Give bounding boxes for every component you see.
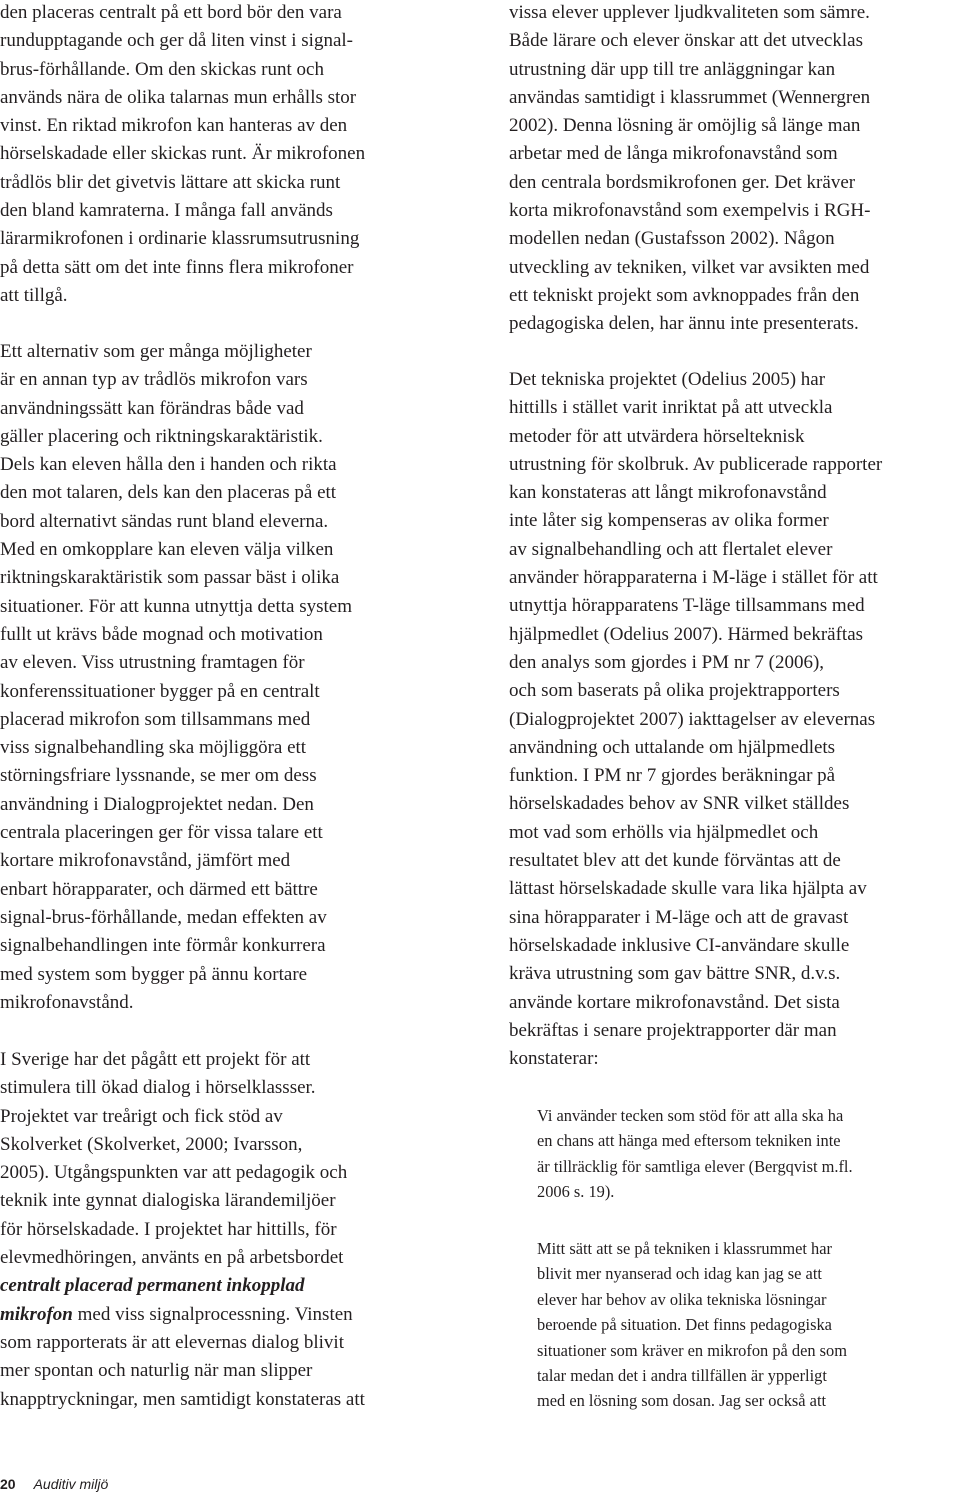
text-line: lärarmikrofonen i ordinarie klassrumsutrusning [0,228,360,250]
text-line: Dels kan eleven hålla den i handen och rikta [0,454,337,476]
emphasis-mikrofon: mikrofon [0,1303,73,1325]
text-line: Med en omkopplare kan eleven välja vilken [0,539,334,561]
text-line: enbart hörapparater, och därmed ett bättre [0,878,318,900]
text-line: talar medan det i andra tillfällen är ypperligt [537,1366,827,1386]
text-line: Både lärare och elever önskar att det utvecklas [509,30,863,52]
text-line: för hörselskadade. I projektet har hittills, för [0,1218,337,1240]
text-line: resultatet blev att det kunde förväntas att de [509,850,841,872]
page-footer [0,1470,108,1497]
text-line: störningsfriare lyssnande, se mer om dess [0,765,317,787]
text-line: teknik inte gynnat dialogiska lärandemiljöer [0,1190,336,1212]
text-line: den bland kamraterna. I många fall används [0,200,333,222]
text-line: kan konstateras att långt mikrofonavstånd [509,482,827,504]
text-line: 2002). Denna lösning är omöjlig så länge man [509,115,861,137]
text-line: Projektet var treårigt och fick stöd av [0,1105,283,1127]
text-line: bord alternativt sändas runt bland eleverna. [0,510,329,532]
text-line: lättast hörselskadade skulle vara lika hjälpta av [509,878,867,900]
text-line: beroende på situation. Det finns pedagogiska [537,1315,832,1335]
text-line: Ett alternativ som ger många möjligheter [0,341,312,362]
text-line: metoder för att utvärdera hörselteknisk [509,425,805,447]
text-line: vissa elever upplever ljudkvaliteten som sämre. [509,2,870,23]
text-line: en chans att hänga med eftersom tekniken inte [537,1131,841,1151]
text-line: av eleven. Viss utrustning framtagen för [0,652,305,674]
text-line: 2006 s. 19). [537,1182,615,1202]
left-paragraph-3-emphasis-line [0,1272,365,1329]
text-line: använde kortare mikrofonavstånd. Det sista [509,991,840,1013]
text-line: gäller placering och riktningskaraktäristik. [0,425,323,447]
text-line: bekräftas i senare projektrapporter där man [509,1019,837,1041]
text-line: och som baserats på olika projektrapporters [509,680,840,702]
text-line: utnyttja hörapparatens T-läge tillsammans med [509,595,865,617]
text-line: konstaterar: [509,1048,599,1070]
text-line: mikrofonavstånd. [0,991,134,1013]
text-line: hörselskadade inklusive CI-användare skulle [509,934,850,956]
text-line: inte låter sig kompenseras av olika former [509,510,829,532]
text-line: hörselskadade eller skickas runt. Är mikrofonen [0,143,366,165]
text-line: är en annan typ av trådlös mikrofon vars [0,369,308,391]
text-line: utrustning där upp till tre anläggningar kan [509,58,836,80]
text-line: hjälpmedlet (Odelius 2007). Härmed bekräftas [509,623,864,645]
text-line: användning i Dialogprojektet nedan. Den [0,793,314,815]
text-line: brus-förhållande. Om den skickas runt och [0,58,324,80]
text-line: att tillgå. [0,284,68,306]
left-paragraph-3 [0,1046,365,1414]
right-paragraph-1 [509,0,870,339]
text-line: placerad mikrofon som tillsammans med [0,708,311,730]
text-line: är tillräcklig för samtliga elever (Bergqvist m.fl. [537,1156,853,1176]
text-line: 2005). Utgångspunkten var att pedagogik och [0,1162,348,1184]
emphasis-continuation: med viss signalprocessning. Vinsten [72,1303,353,1325]
text-line: konferenssituationer bygger på en centralt [0,680,320,702]
text-line: signal-brus-förhållande, medan effekten av [0,906,327,928]
left-paragraph-3-start [0,1046,365,1272]
text-line: ett tekniskt projekt som avknoppades från den [509,284,860,306]
text-line: utrustning för skolbruk. Av publicerade rapporter [509,453,883,475]
text-line: knapptryckningar, men samtidigt konstateras att [0,1388,365,1410]
text-line: som rapporterats är att elevernas dialog blivit [0,1331,344,1353]
text-line: på detta sätt om det inte finns flera mikrofoner [0,256,354,278]
text-line: elevmedhöringen, använts en på arbetsbordet [0,1247,344,1269]
section-title: Auditiv miljö [33,1475,109,1492]
text-line: stimulera till ökad dialog i hörselklassser. [0,1077,316,1099]
text-line: viss signalbehandling ska möjliggöra ett [0,737,307,759]
text-line: hittills i stället varit inriktat på att utveckla [509,397,833,419]
text-line: centrala placeringen ger för vissa talare ett [0,822,323,844]
text-line: kräva utrustning som gav bättre SNR, d.v.s. [509,963,841,985]
text-line: I Sverige har det pågått ett projekt för att [0,1049,311,1070]
text-line: situationer. För att kunna utnyttja detta system [0,595,352,617]
text-line: utveckling av tekniken, vilket var avsikten med [509,256,870,278]
text-line: funktion. I PM nr 7 gjordes beräkningar på [509,765,836,787]
text-line: den centrala bordsmikrofonen ger. Det kräver [509,171,856,193]
text-line: mot vad som erhölls via hjälpmedlet och [509,821,819,843]
text-line: riktningskaraktäristik som passar bäst i olika [0,567,340,589]
text-line: sina hörapparater i M-läge och att de gravast [509,906,849,928]
text-line: trådlös blir det givetvis lättare att skicka runt [0,171,341,193]
text-line: (Dialogprojektet 2007) iakttagelser av elevernas [509,708,876,730]
text-line: använder hörapparaterna i M-läge i stället för att [509,567,878,589]
text-line: kortare mikrofonavstånd, jämfört med [0,850,291,872]
text-line: den analys som gjordes i PM nr 7 (2006), [509,651,825,673]
text-line: användningssätt kan förändras både vad [0,397,304,419]
text-line: vinst. En riktad mikrofon kan hanteras av den [0,115,348,137]
text-line: med en lösning som dosan. Jag ser också att [537,1391,827,1411]
emphasis-centralt-placerad: centralt placerad permanent inkopplad [0,1275,305,1297]
text-line: den mot talaren, dels kan den placeras på ett [0,482,337,504]
block-quote-2 [537,1236,957,1414]
page-number: 20 [0,1475,16,1492]
right-paragraph-2 [509,366,882,1073]
text-line: Det tekniska projektet (Odelius 2005) har [509,369,826,390]
text-line: av signalbehandling och att flertalet elever [509,538,833,560]
text-line: mer spontan och naturlig när man slipper [0,1360,313,1382]
text-line: användas samtidigt i klassrummet (Wennergren [509,86,871,108]
left-paragraph-3-end [0,1329,365,1414]
text-line: rundupptagande och ger då liten vinst i signal- [0,30,353,52]
text-line: blivit mer nyanserad och idag kan jag se att [537,1264,822,1284]
text-line: situationer som kräver en mikrofon på den som [537,1340,847,1360]
text-line: modellen nedan (Gustafsson 2002). Någon [509,228,835,250]
text-line: arbetar med de långa mikrofonavstånd som [509,143,838,165]
text-line: Mitt sätt att se på tekniken i klassrummet har [537,1239,832,1258]
text-line: Skolverket (Skolverket, 2000; Ivarsson, [0,1133,303,1155]
text-line: används nära de olika talarnas mun erhålls stor [0,86,357,108]
left-paragraph-1 [0,0,365,310]
text-line: elever har behov av olika tekniska lösningar [537,1289,827,1309]
text-line: användning och uttalande om hjälpmedlets [509,736,836,758]
text-line: med system som bygger på ännu kortare [0,963,308,985]
text-line: fullt ut krävs både mognad och motivation [0,623,323,645]
left-paragraph-2 [0,338,352,1017]
text-line: korta mikrofonavstånd som exempelvis i RGH- [509,200,871,222]
text-line: den placeras centralt på ett bord bör den vara [0,2,342,23]
text-line: hörselskadades behov av SNR vilket ställdes [509,793,850,815]
block-quote-1 [537,1103,957,1205]
text-line: Vi använder tecken som stöd för att alla ska ha [537,1106,844,1125]
text-line: signalbehandlingen inte förmår konkurrera [0,935,326,957]
text-line: pedagogiska delen, har ännu inte presenterats. [509,313,859,335]
